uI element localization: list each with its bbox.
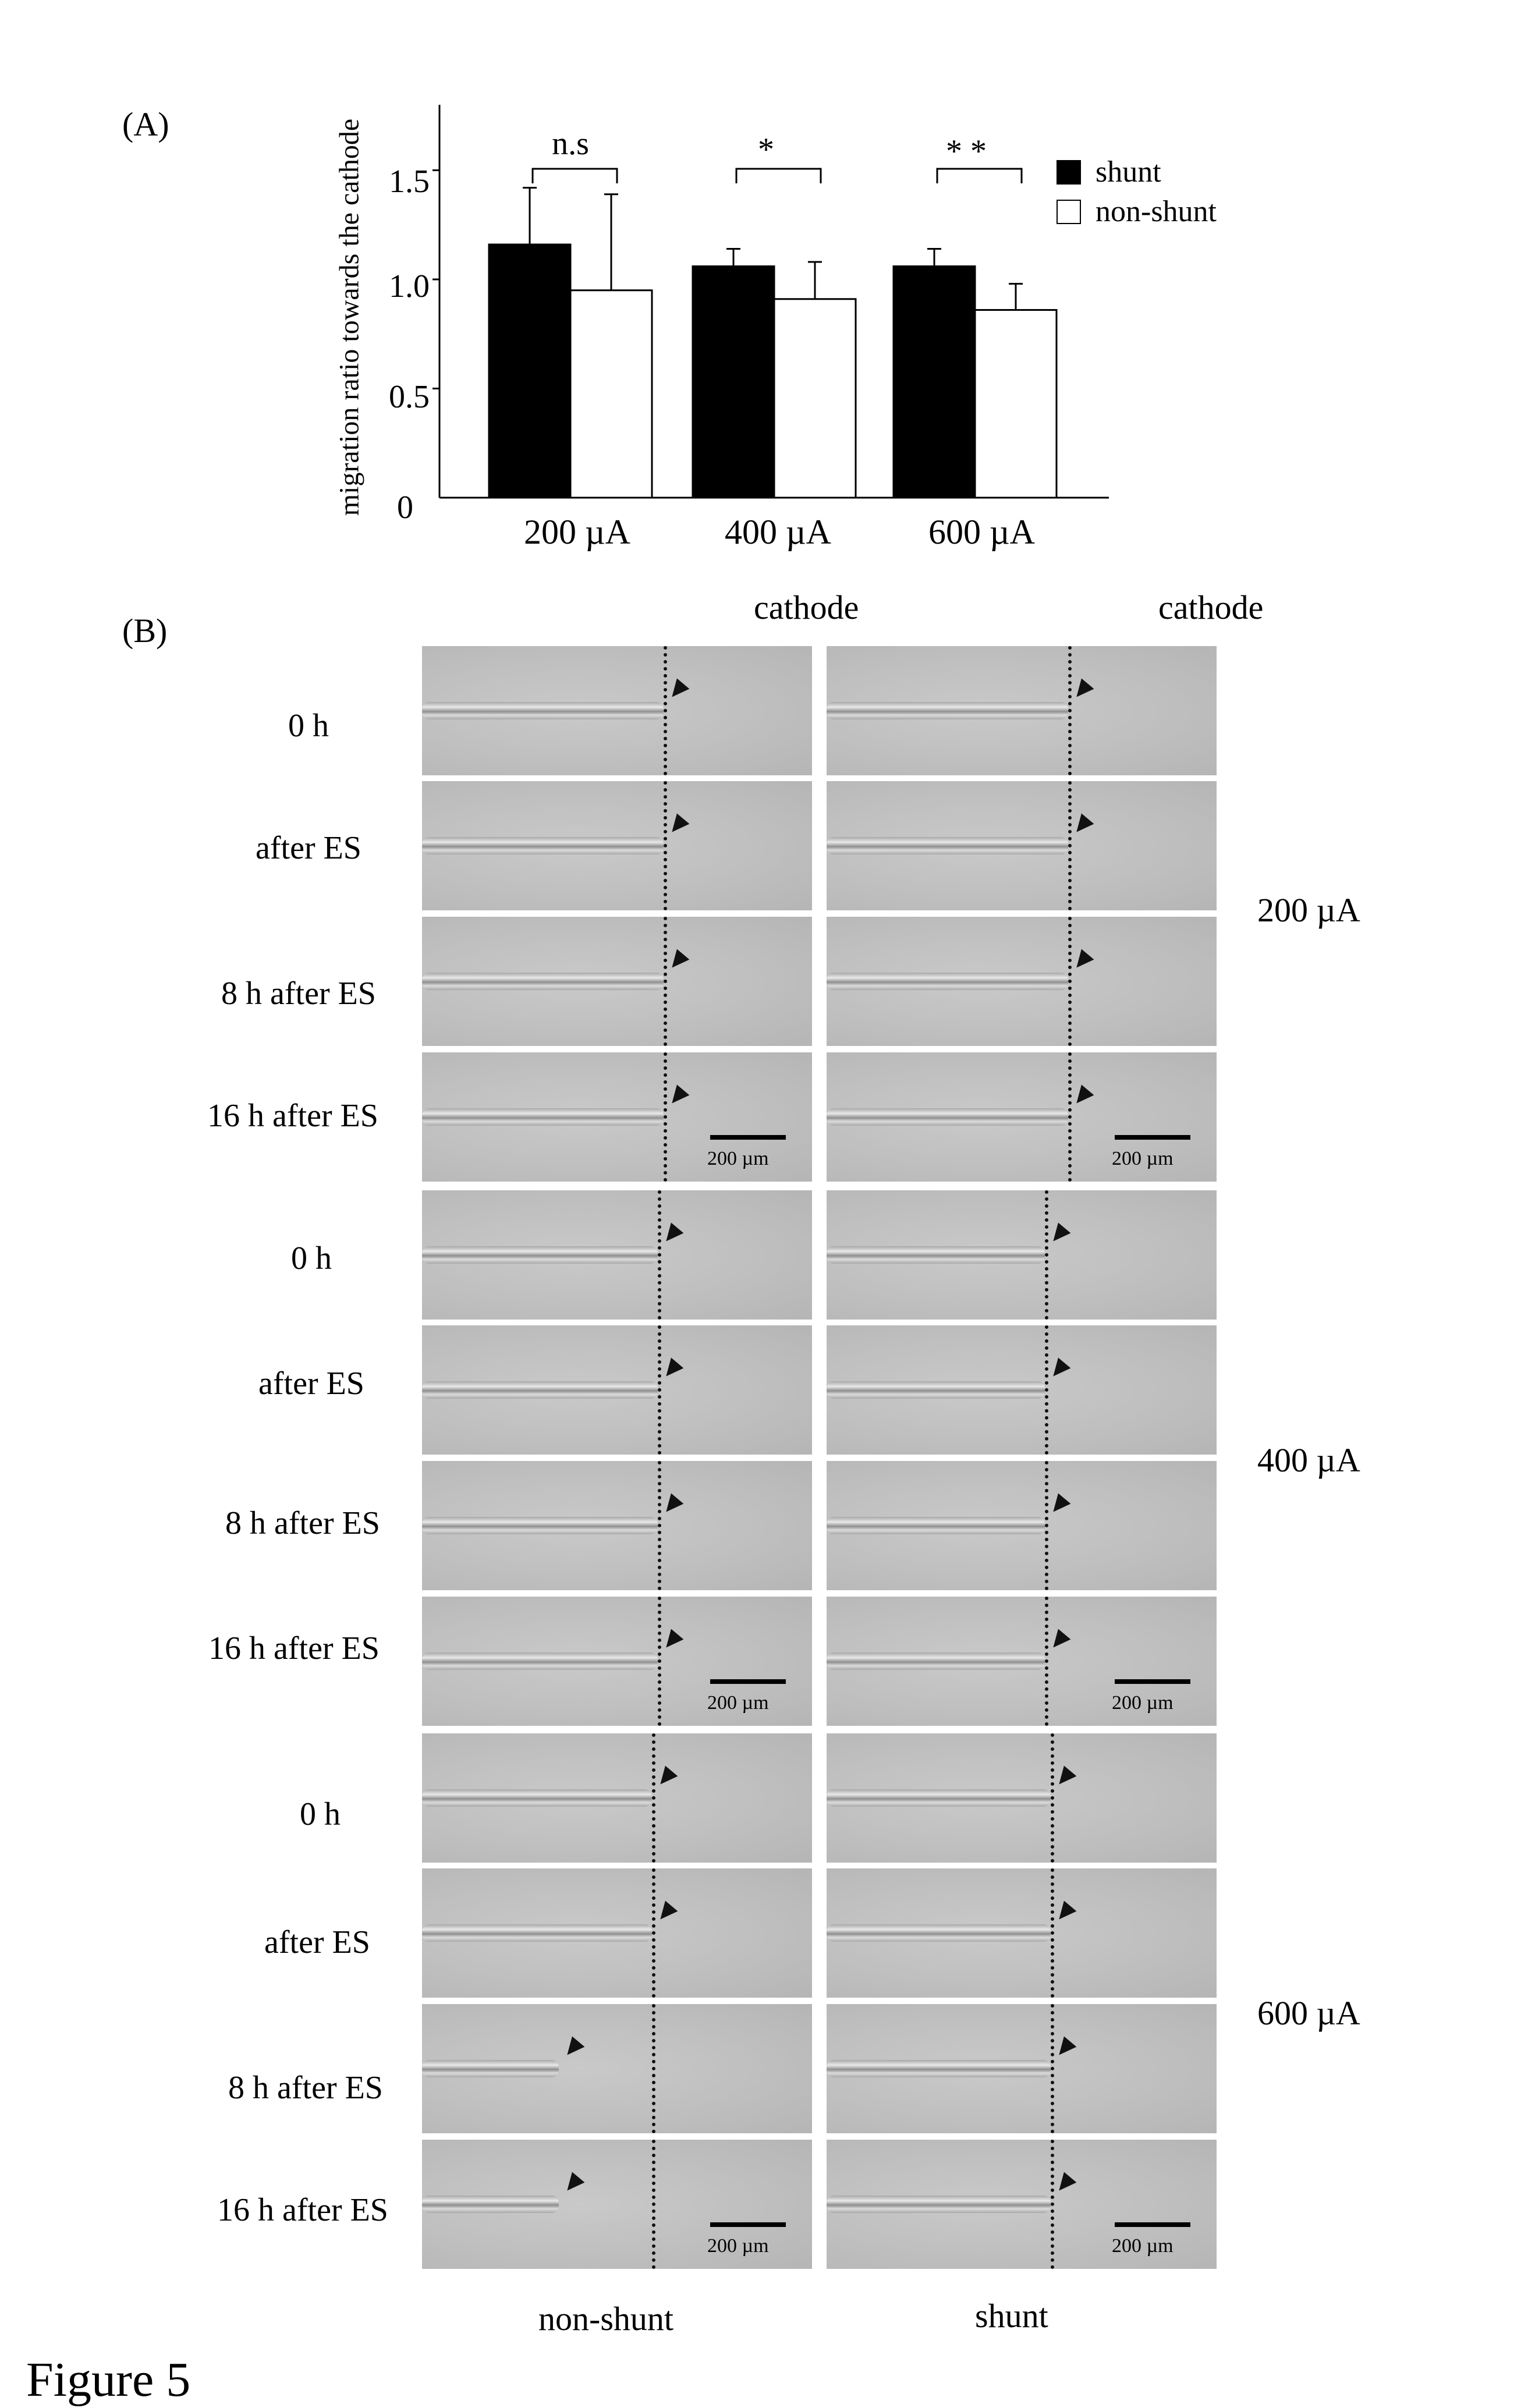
scale-bar (710, 2222, 786, 2227)
arrowhead-marker (1053, 1766, 1077, 1790)
arrowhead-marker (660, 1494, 684, 1517)
legend-label-shunt: shunt (1096, 155, 1161, 189)
x-category-label: 400 µA (725, 513, 831, 551)
cathode-label: cathode (754, 588, 859, 626)
arrowhead-marker (660, 1358, 684, 1382)
current-label: 600 µA (1257, 1994, 1360, 2032)
arrowhead-marker (666, 949, 690, 973)
legend-swatch-shunt (1057, 160, 1081, 185)
leading-edge-dotted-line (658, 1597, 661, 1726)
row-label: after ES (258, 1366, 364, 1402)
scale-bar (710, 1135, 786, 1140)
micrograph-shunt-600 µA-16 h after ES (827, 2140, 1217, 2269)
row-label: 0 h (300, 1796, 341, 1832)
bar-non-shunt (975, 310, 1057, 498)
y-tick-label: 1.5 (389, 164, 430, 200)
scale-bar-label: 200 µm (1112, 1148, 1174, 1169)
cell-strip (827, 973, 1068, 990)
micrograph-non-shunt-200 µA-0 h (422, 646, 812, 775)
cell-strip (827, 702, 1068, 719)
bar-chart (0, 0, 1528, 582)
arrowhead-marker (654, 1901, 678, 1925)
arrowhead-marker (666, 1085, 690, 1109)
cell-strip (827, 1108, 1068, 1126)
significance-bracket (533, 169, 617, 183)
row-label: after ES (264, 1924, 370, 1960)
legend-swatch-non-shunt (1057, 200, 1081, 224)
cell-strip (422, 702, 664, 719)
micrograph-shunt-400 µA-8 h after ES (827, 1461, 1217, 1590)
bar-shunt (489, 244, 570, 498)
cell-strip (827, 1246, 1045, 1264)
scale-bar-label: 200 µm (707, 1148, 769, 1169)
scale-bar (710, 1679, 786, 1684)
arrowhead-marker (561, 2172, 585, 2196)
leading-edge-dotted-line (664, 646, 667, 775)
row-label: 0 h (288, 708, 329, 744)
row-label: 16 h after ES (217, 2192, 388, 2228)
leading-edge-dotted-line (658, 1461, 661, 1590)
leading-edge-dotted-line (658, 1325, 661, 1455)
leading-edge-dotted-line (652, 1868, 655, 1998)
cell-strip (422, 2060, 559, 2077)
cell-strip (422, 973, 664, 990)
leading-edge-dotted-line (664, 781, 667, 910)
leading-edge-dotted-line (664, 1052, 667, 1182)
leading-edge-dotted-line (1068, 1052, 1072, 1182)
scale-bar-label: 200 µm (1112, 1692, 1174, 1714)
leading-edge-dotted-line (1068, 646, 1072, 775)
bar-shunt (894, 267, 975, 498)
micrograph-non-shunt-600 µA-after ES (422, 1868, 812, 1998)
cell-strip (827, 837, 1068, 854)
panel-a-label: (A) (122, 105, 169, 143)
cell-strip (422, 2196, 559, 2213)
leading-edge-dotted-line (664, 917, 667, 1046)
micrograph-non-shunt-400 µA-16 h after ES (422, 1597, 812, 1726)
leading-edge-dotted-line (658, 1190, 661, 1320)
cell-strip (827, 1924, 1051, 1942)
y-axis-title: migration ratio towards the cathode (334, 118, 365, 516)
arrowhead-marker (1070, 949, 1094, 973)
micrograph-shunt-400 µA-16 h after ES (827, 1597, 1217, 1726)
arrowhead-marker (1070, 679, 1094, 703)
bar-shunt (693, 267, 774, 498)
arrowhead-marker (1053, 1901, 1077, 1925)
leading-edge-dotted-line (1045, 1461, 1048, 1590)
cell-strip (422, 1381, 658, 1399)
arrowhead-marker (660, 1223, 684, 1247)
column-label-shunt: shunt (975, 2297, 1048, 2335)
leading-edge-dotted-line (1051, 1733, 1054, 1863)
arrowhead-marker (1047, 1629, 1071, 1653)
micrograph-non-shunt-400 µA-0 h (422, 1190, 812, 1320)
arrowhead-marker (1070, 1085, 1094, 1109)
cell-strip (827, 1789, 1051, 1807)
micrograph-non-shunt-200 µA-after ES (422, 781, 812, 910)
micrograph-non-shunt-400 µA-8 h after ES (422, 1461, 812, 1590)
significance-bracket (937, 169, 1022, 183)
row-label: 0 h (291, 1240, 332, 1276)
arrowhead-marker (1053, 2172, 1077, 2196)
cell-strip (422, 1652, 658, 1670)
cell-strip (827, 1652, 1045, 1670)
row-label: 16 h after ES (208, 1630, 380, 1666)
significance-bracket (736, 169, 821, 183)
arrowhead-marker (1047, 1223, 1071, 1247)
micrograph-shunt-200 µA-after ES (827, 781, 1217, 910)
micrograph-shunt-200 µA-16 h after ES (827, 1052, 1217, 1182)
micrograph-shunt-600 µA-0 h (827, 1733, 1217, 1863)
arrowhead-marker (654, 1766, 678, 1790)
cell-strip (422, 1246, 658, 1264)
leading-edge-dotted-line (652, 2004, 655, 2133)
arrowhead-marker (1070, 814, 1094, 838)
cell-strip (827, 1517, 1045, 1534)
leading-edge-dotted-line (1045, 1325, 1048, 1455)
leading-edge-dotted-line (652, 1733, 655, 1863)
leading-edge-dotted-line (1045, 1190, 1048, 1320)
micrograph-shunt-400 µA-0 h (827, 1190, 1217, 1320)
row-label: after ES (256, 830, 361, 866)
significance-label: * (758, 132, 774, 168)
micrograph-shunt-600 µA-8 h after ES (827, 2004, 1217, 2133)
current-label: 200 µA (1257, 891, 1360, 929)
leading-edge-dotted-line (1051, 2004, 1054, 2133)
row-label: 8 h after ES (221, 976, 376, 1012)
scale-bar-label: 200 µm (1112, 2235, 1174, 2257)
row-label: 8 h after ES (225, 1505, 380, 1541)
legend-label-non-shunt: non-shunt (1096, 195, 1217, 228)
cell-strip (827, 2060, 1051, 2077)
current-label: 400 µA (1257, 1441, 1360, 1479)
micrograph-non-shunt-400 µA-after ES (422, 1325, 812, 1455)
leading-edge-dotted-line (1051, 1868, 1054, 1998)
arrowhead-marker (666, 814, 690, 838)
leading-edge-dotted-line (1068, 781, 1072, 910)
cell-strip (422, 1517, 658, 1534)
x-category-label: 200 µA (524, 513, 630, 551)
row-label: 8 h after ES (228, 2070, 383, 2106)
row-label: 16 h after ES (207, 1098, 378, 1134)
panel-b-label: (B) (122, 612, 168, 650)
scale-bar (1115, 1679, 1190, 1684)
micrograph-non-shunt-600 µA-0 h (422, 1733, 812, 1863)
arrowhead-marker (1053, 2037, 1077, 2061)
micrograph-shunt-200 µA-0 h (827, 646, 1217, 775)
cell-strip (422, 1108, 664, 1126)
micrograph-non-shunt-200 µA-16 h after ES (422, 1052, 812, 1182)
arrowhead-marker (1047, 1494, 1071, 1517)
micrograph-non-shunt-600 µA-8 h after ES (422, 2004, 812, 2133)
micrograph-shunt-600 µA-after ES (827, 1868, 1217, 1998)
micrograph-shunt-400 µA-after ES (827, 1325, 1217, 1455)
leading-edge-dotted-line (1051, 2140, 1054, 2269)
micrograph-shunt-200 µA-8 h after ES (827, 917, 1217, 1046)
leading-edge-dotted-line (1068, 917, 1072, 1046)
arrowhead-marker (660, 1629, 684, 1653)
arrowhead-marker (1047, 1358, 1071, 1382)
arrowhead-marker (666, 679, 690, 703)
scale-bar (1115, 1135, 1190, 1140)
figure-caption: Figure 5 (26, 2353, 191, 2407)
cell-strip (422, 1789, 652, 1807)
bar-non-shunt (570, 290, 652, 498)
leading-edge-dotted-line (1045, 1597, 1048, 1726)
y-tick-label: 0.5 (389, 379, 430, 415)
significance-label: * * (946, 133, 987, 169)
leading-edge-dotted-line (652, 2140, 655, 2269)
scale-bar-label: 200 µm (707, 2235, 769, 2257)
x-category-label: 600 µA (928, 513, 1035, 551)
cell-strip (827, 1381, 1045, 1399)
cell-strip (422, 1924, 652, 1942)
column-label-non-shunt: non-shunt (538, 2300, 673, 2338)
cell-strip (422, 837, 664, 854)
cell-strip (827, 2196, 1051, 2213)
y-tick-label: 1.0 (389, 268, 430, 304)
significance-label: n.s (552, 126, 589, 162)
micrograph-non-shunt-600 µA-16 h after ES (422, 2140, 812, 2269)
arrowhead-marker (561, 2037, 585, 2061)
scale-bar-label: 200 µm (707, 1692, 769, 1714)
cathode-label: cathode (1158, 588, 1264, 626)
scale-bar (1115, 2222, 1190, 2227)
micrograph-non-shunt-200 µA-8 h after ES (422, 917, 812, 1046)
bar-non-shunt (774, 299, 856, 498)
y-tick-label: 0 (397, 490, 413, 526)
